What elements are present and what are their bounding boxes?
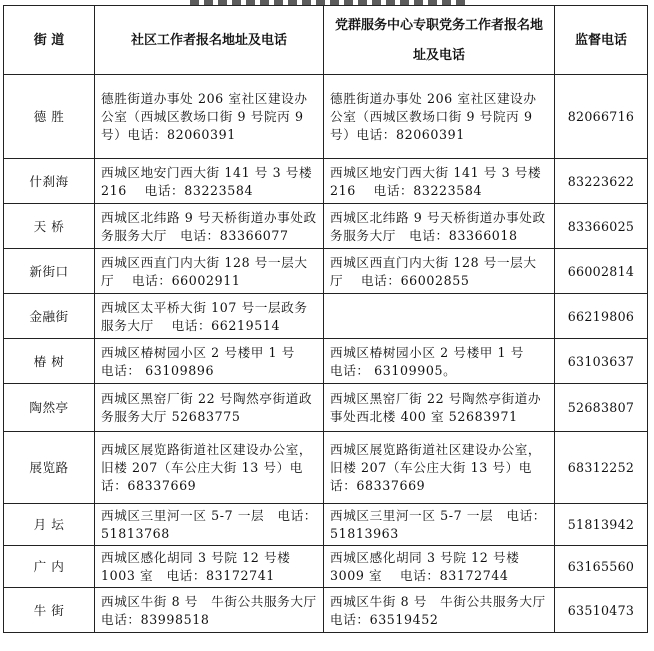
table-row <box>4 432 648 504</box>
community-address-cell: 西城区牛街 8 号 牛街公共服务大厅 电话：83998518 <box>95 588 324 633</box>
party-address-cell: 西城区北纬路 9 号天桥街道办事处政务服务大厅 电话：83366018 <box>324 204 555 249</box>
supervision-phone-cell: 83223622 <box>555 159 648 204</box>
table-row <box>4 75 648 159</box>
party-address-cell: 西城区椿树园小区 2 号楼甲 1 号 电话： 63109905。 <box>324 339 555 384</box>
party-address-cell: 德胜街道办事处 206 室社区建设办公室（西城区教场口街 9 号院丙 9 号）电话：82060391 <box>324 75 555 159</box>
table-row <box>4 504 648 546</box>
party-address-cell: 西城区黑窑厂街 22 号陶然亭街道办事处西北楼 400 室 52683971 <box>324 384 555 432</box>
supervision-phone-cell: 52683807 <box>555 384 648 432</box>
street-cell: 椿 树 <box>4 339 95 384</box>
community-address-cell: 西城区北纬路 9 号天桥街道办事处政务服务大厅 电话：83366077 <box>95 204 324 249</box>
street-cell: 月 坛 <box>4 504 95 546</box>
supervision-phone-cell: 51813942 <box>555 504 648 546</box>
party-address-cell: 西城区感化胡同 3 号院 12 号楼 3009 室 电话：83172744 <box>324 546 555 588</box>
table-row <box>4 546 648 588</box>
street-cell: 牛 街 <box>4 588 95 633</box>
street-cell: 新街口 <box>4 249 95 294</box>
party-address-cell: 西城区展览路街道社区建设办公室，旧楼 207（车公庄大街 13 号）电话：68337669 <box>324 432 555 504</box>
street-cell: 什刹海 <box>4 159 95 204</box>
table-row <box>4 339 648 384</box>
party-address-cell: 西城区西直门内大街 128 号一层大厅 电话：66002855 <box>324 249 555 294</box>
header-supervision: 监督电话 <box>555 6 648 75</box>
table-row <box>4 159 648 204</box>
registration-table <box>3 5 648 633</box>
supervision-phone-cell: 82066716 <box>555 75 648 159</box>
street-cell: 陶然亭 <box>4 384 95 432</box>
party-address-cell: 西城区三里河一区 5-7 一层 电话：51813963 <box>324 504 555 546</box>
street-cell: 德 胜 <box>4 75 95 159</box>
community-address-cell: 西城区展览路街道社区建设办公室，旧楼 207（车公庄大街 13 号）电话：68337669 <box>95 432 324 504</box>
community-address-cell: 西城区西直门内大街 128 号一层大厅 电话：66002911 <box>95 249 324 294</box>
supervision-phone-cell: 63510473 <box>555 588 648 633</box>
community-address-cell: 德胜街道办事处 206 室社区建设办公室（西城区教场口街 9 号院丙 9 号）电话：82060391 <box>95 75 324 159</box>
party-address-cell: 西城区牛街 8 号 牛街公共服务大厅 电话：63519452 <box>324 588 555 633</box>
table-row <box>4 249 648 294</box>
supervision-phone-cell: 63165560 <box>555 546 648 588</box>
table-row <box>4 384 648 432</box>
street-cell: 天 桥 <box>4 204 95 249</box>
community-address-cell: 西城区太平桥大街 107 号一层政务服务大厅 电话：66219514 <box>95 294 324 339</box>
supervision-phone-cell: 66002814 <box>555 249 648 294</box>
street-cell: 展览路 <box>4 432 95 504</box>
street-cell: 广 内 <box>4 546 95 588</box>
supervision-phone-cell: 83366025 <box>555 204 648 249</box>
party-address-cell <box>324 294 555 339</box>
header-street: 街 道 <box>4 6 95 75</box>
table-row <box>4 588 648 633</box>
table-header-row <box>4 6 648 75</box>
supervision-phone-cell: 63103637 <box>555 339 648 384</box>
community-address-cell: 西城区黑窑厂街 22 号陶然亭街道政务服务大厅 52683775 <box>95 384 324 432</box>
community-address-cell: 西城区感化胡同 3 号院 12 号楼 1003 室 电话：83172741 <box>95 546 324 588</box>
header-party: 党群服务中心专职党务工作者报名地址及电话 <box>324 6 555 75</box>
table-row <box>4 204 648 249</box>
supervision-phone-cell: 66219806 <box>555 294 648 339</box>
table-body <box>4 75 648 633</box>
supervision-phone-cell: 68312252 <box>555 432 648 504</box>
table-row <box>4 294 648 339</box>
community-address-cell: 西城区地安门西大街 141 号 3 号楼 216 电话：83223584 <box>95 159 324 204</box>
street-cell: 金融街 <box>4 294 95 339</box>
community-address-cell: 西城区三里河一区 5-7 一层 电话：51813768 <box>95 504 324 546</box>
community-address-cell: 西城区椿树园小区 2 号楼甲 1 号 电话： 63109896 <box>95 339 324 384</box>
header-community: 社区工作者报名地址及电话 <box>95 6 324 75</box>
party-address-cell: 西城区地安门西大街 141 号 3 号楼 216 电话：83223584 <box>324 159 555 204</box>
